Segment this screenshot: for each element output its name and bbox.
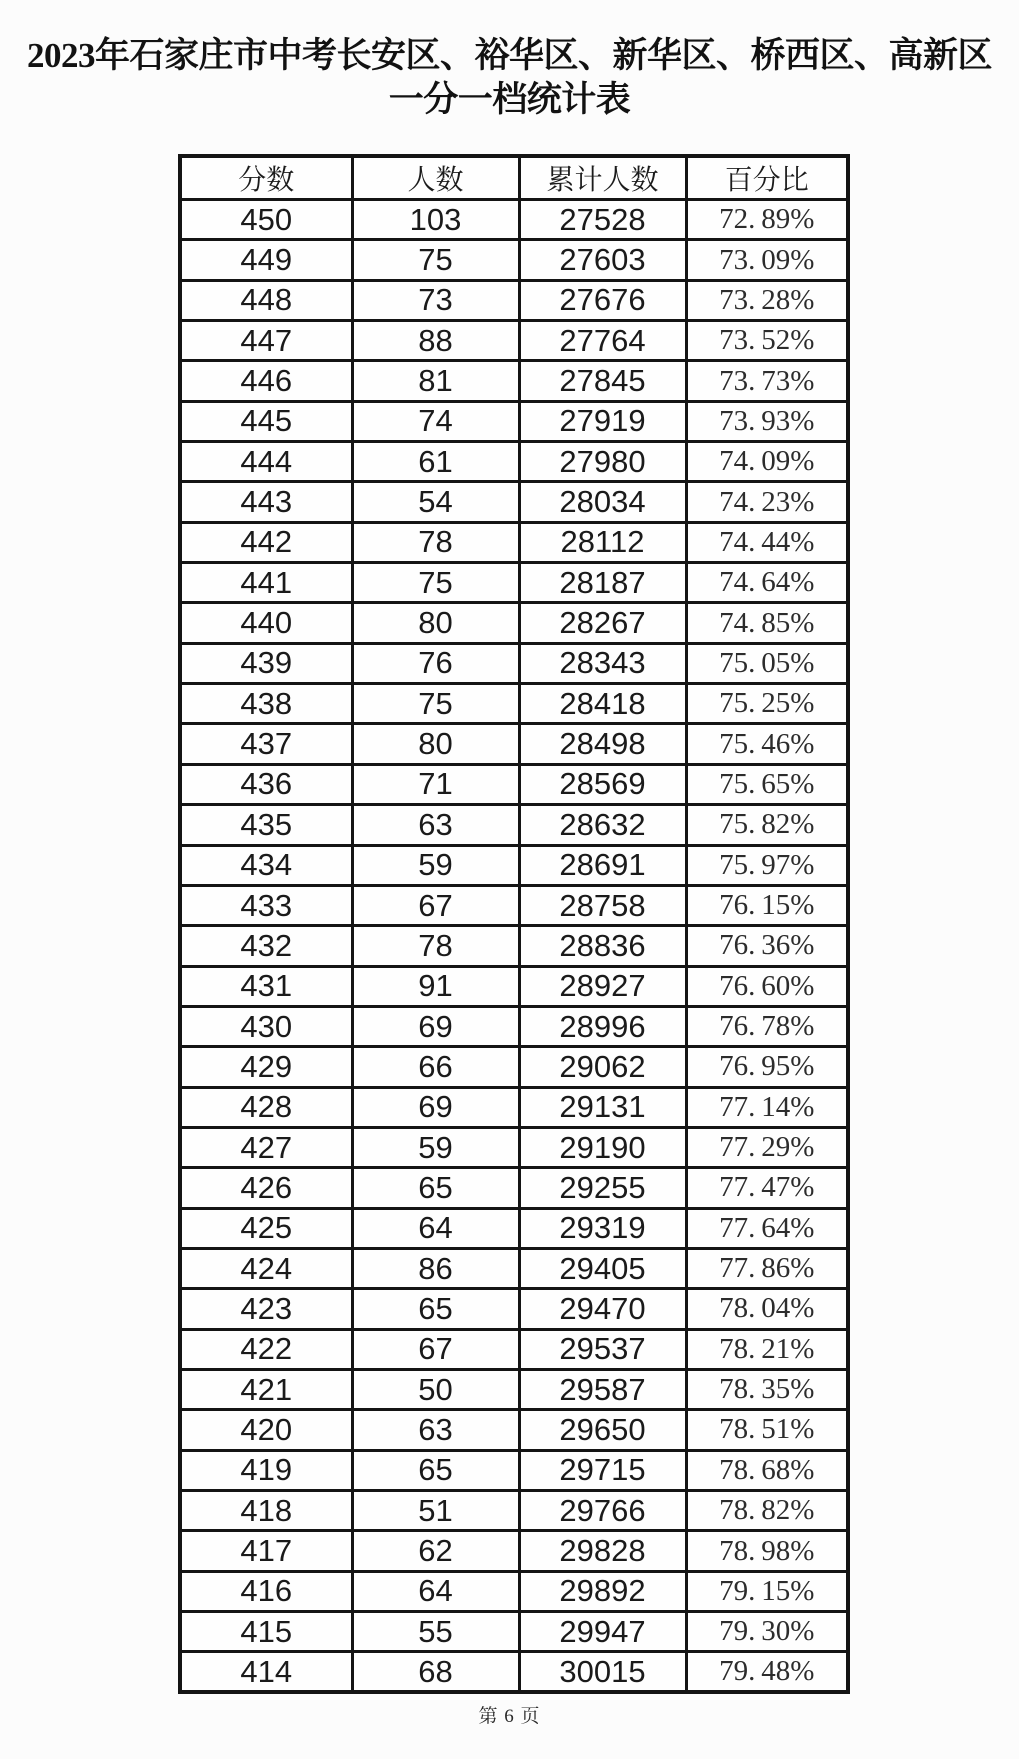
percent-cell: 75. 25% <box>686 684 848 724</box>
count-cell: 61 <box>352 442 519 482</box>
score-cell: 424 <box>180 1248 352 1288</box>
count-cell: 80 <box>352 724 519 764</box>
table-row <box>180 1047 848 1087</box>
score-cell: 435 <box>180 805 352 845</box>
table-row <box>180 1410 848 1450</box>
cumulative-cell: 28836 <box>519 926 686 966</box>
score-cell: 449 <box>180 240 352 280</box>
cumulative-cell: 28187 <box>519 563 686 603</box>
percent-cell: 73. 93% <box>686 401 848 441</box>
count-cell: 63 <box>352 1410 519 1450</box>
header-cell-score: 分数 <box>180 156 352 200</box>
percent-cell: 78. 04% <box>686 1289 848 1329</box>
cumulative-cell: 29947 <box>519 1612 686 1652</box>
table-row <box>180 805 848 845</box>
count-cell: 68 <box>352 1652 519 1692</box>
table-row <box>180 845 848 885</box>
cumulative-cell: 28498 <box>519 724 686 764</box>
cumulative-cell: 28927 <box>519 966 686 1006</box>
table-row <box>180 1571 848 1611</box>
score-cell: 434 <box>180 845 352 885</box>
table-row <box>180 482 848 522</box>
score-distribution-table <box>178 154 850 1694</box>
count-cell: 76 <box>352 643 519 683</box>
count-cell: 81 <box>352 361 519 401</box>
cumulative-cell: 29062 <box>519 1047 686 1087</box>
table-row <box>180 442 848 482</box>
table-row <box>180 926 848 966</box>
count-cell: 69 <box>352 1006 519 1046</box>
count-cell: 69 <box>352 1087 519 1127</box>
percent-cell: 76. 15% <box>686 885 848 925</box>
count-cell: 86 <box>352 1248 519 1288</box>
table-row <box>180 1369 848 1409</box>
percent-cell: 73. 52% <box>686 321 848 361</box>
percent-cell: 73. 73% <box>686 361 848 401</box>
percent-cell: 73. 28% <box>686 280 848 320</box>
page-title-line2: 一分一档统计表 <box>388 80 631 119</box>
table-row <box>180 240 848 280</box>
cumulative-cell: 29131 <box>519 1087 686 1127</box>
percent-cell: 73. 09% <box>686 240 848 280</box>
count-cell: 75 <box>352 563 519 603</box>
score-cell: 446 <box>180 361 352 401</box>
score-cell: 433 <box>180 885 352 925</box>
cumulative-cell: 28343 <box>519 643 686 683</box>
count-cell: 65 <box>352 1289 519 1329</box>
cumulative-cell: 28267 <box>519 603 686 643</box>
table-row <box>180 563 848 603</box>
count-cell: 67 <box>352 885 519 925</box>
percent-cell: 74. 09% <box>686 442 848 482</box>
table-row <box>180 522 848 562</box>
count-cell: 51 <box>352 1491 519 1531</box>
cumulative-cell: 27919 <box>519 401 686 441</box>
score-cell: 419 <box>180 1450 352 1490</box>
count-cell: 71 <box>352 764 519 804</box>
score-cell: 431 <box>180 966 352 1006</box>
score-cell: 445 <box>180 401 352 441</box>
table-row <box>180 724 848 764</box>
percent-cell: 74. 64% <box>686 563 848 603</box>
cumulative-cell: 29537 <box>519 1329 686 1369</box>
table-row <box>180 764 848 804</box>
score-cell: 418 <box>180 1491 352 1531</box>
score-cell: 444 <box>180 442 352 482</box>
percent-cell: 74. 23% <box>686 482 848 522</box>
score-cell: 436 <box>180 764 352 804</box>
score-cell: 417 <box>180 1531 352 1571</box>
score-cell: 441 <box>180 563 352 603</box>
count-cell: 75 <box>352 684 519 724</box>
score-cell: 416 <box>180 1571 352 1611</box>
count-cell: 62 <box>352 1531 519 1571</box>
table-row <box>180 1208 848 1248</box>
cumulative-cell: 29828 <box>519 1531 686 1571</box>
cumulative-cell: 27603 <box>519 240 686 280</box>
cumulative-cell: 28418 <box>519 684 686 724</box>
header-cell-percent: 百分比 <box>686 156 848 200</box>
percent-cell: 77. 29% <box>686 1127 848 1167</box>
percent-cell: 75. 05% <box>686 643 848 683</box>
cumulative-cell: 27845 <box>519 361 686 401</box>
score-cell: 430 <box>180 1006 352 1046</box>
score-cell: 428 <box>180 1087 352 1127</box>
score-cell: 425 <box>180 1208 352 1248</box>
cumulative-cell: 29715 <box>519 1450 686 1490</box>
score-cell: 442 <box>180 522 352 562</box>
percent-cell: 76. 78% <box>686 1006 848 1046</box>
cumulative-cell: 29650 <box>519 1410 686 1450</box>
count-cell: 80 <box>352 603 519 643</box>
cumulative-cell: 28112 <box>519 522 686 562</box>
table-row <box>180 1531 848 1571</box>
percent-cell: 77. 47% <box>686 1168 848 1208</box>
percent-cell: 78. 82% <box>686 1491 848 1531</box>
score-cell: 448 <box>180 280 352 320</box>
cumulative-cell: 29470 <box>519 1289 686 1329</box>
score-cell: 439 <box>180 643 352 683</box>
count-cell: 63 <box>352 805 519 845</box>
score-cell: 414 <box>180 1652 352 1692</box>
table-row <box>180 1450 848 1490</box>
percent-cell: 77. 64% <box>686 1208 848 1248</box>
count-cell: 59 <box>352 845 519 885</box>
table-row <box>180 684 848 724</box>
count-cell: 78 <box>352 522 519 562</box>
percent-cell: 79. 48% <box>686 1652 848 1692</box>
table-row <box>180 321 848 361</box>
cumulative-cell: 28758 <box>519 885 686 925</box>
cumulative-cell: 29190 <box>519 1127 686 1167</box>
cumulative-cell: 28569 <box>519 764 686 804</box>
score-cell: 437 <box>180 724 352 764</box>
count-cell: 65 <box>352 1450 519 1490</box>
score-cell: 438 <box>180 684 352 724</box>
score-cell: 440 <box>180 603 352 643</box>
count-cell: 88 <box>352 321 519 361</box>
count-cell: 64 <box>352 1571 519 1611</box>
score-cell: 423 <box>180 1289 352 1329</box>
score-cell: 450 <box>180 200 352 240</box>
percent-cell: 79. 15% <box>686 1571 848 1611</box>
table-header-row <box>180 156 848 200</box>
score-cell: 447 <box>180 321 352 361</box>
table-row <box>180 1491 848 1531</box>
score-cell: 432 <box>180 926 352 966</box>
count-cell: 50 <box>352 1369 519 1409</box>
percent-cell: 78. 68% <box>686 1450 848 1490</box>
cumulative-cell: 30015 <box>519 1652 686 1692</box>
count-cell: 73 <box>352 280 519 320</box>
percent-cell: 74. 85% <box>686 603 848 643</box>
cumulative-cell: 27676 <box>519 280 686 320</box>
table-row <box>180 1652 848 1692</box>
cumulative-cell: 29255 <box>519 1168 686 1208</box>
table-row <box>180 885 848 925</box>
percent-cell: 77. 14% <box>686 1087 848 1127</box>
percent-cell: 75. 97% <box>686 845 848 885</box>
count-cell: 67 <box>352 1329 519 1369</box>
cumulative-cell: 29892 <box>519 1571 686 1611</box>
table-row <box>180 1168 848 1208</box>
table-row <box>180 401 848 441</box>
percent-cell: 72. 89% <box>686 200 848 240</box>
percent-cell: 75. 82% <box>686 805 848 845</box>
count-cell: 64 <box>352 1208 519 1248</box>
percent-cell: 75. 65% <box>686 764 848 804</box>
count-cell: 65 <box>352 1168 519 1208</box>
percent-cell: 76. 60% <box>686 966 848 1006</box>
score-cell: 420 <box>180 1410 352 1450</box>
score-cell: 427 <box>180 1127 352 1167</box>
table-row <box>180 643 848 683</box>
count-cell: 78 <box>352 926 519 966</box>
count-cell: 54 <box>352 482 519 522</box>
cumulative-cell: 28034 <box>519 482 686 522</box>
table-row <box>180 603 848 643</box>
table-row <box>180 1329 848 1369</box>
count-cell: 66 <box>352 1047 519 1087</box>
cumulative-cell: 29766 <box>519 1491 686 1531</box>
cumulative-cell: 28996 <box>519 1006 686 1046</box>
count-cell: 55 <box>352 1612 519 1652</box>
percent-cell: 75. 46% <box>686 724 848 764</box>
page-number: 第 6 页 <box>478 1706 541 1727</box>
percent-cell: 76. 95% <box>686 1047 848 1087</box>
cumulative-cell: 29587 <box>519 1369 686 1409</box>
percent-cell: 79. 30% <box>686 1612 848 1652</box>
percent-cell: 77. 86% <box>686 1248 848 1288</box>
page-title <box>0 34 1019 122</box>
percent-cell: 78. 21% <box>686 1329 848 1369</box>
table-row <box>180 200 848 240</box>
header-cell-cumulative: 累计人数 <box>519 156 686 200</box>
table-row <box>180 361 848 401</box>
table-row <box>180 966 848 1006</box>
percent-cell: 74. 44% <box>686 522 848 562</box>
score-cell: 426 <box>180 1168 352 1208</box>
cumulative-cell: 28691 <box>519 845 686 885</box>
table-row <box>180 1006 848 1046</box>
percent-cell: 78. 98% <box>686 1531 848 1571</box>
percent-cell: 78. 51% <box>686 1410 848 1450</box>
percent-cell: 76. 36% <box>686 926 848 966</box>
count-cell: 74 <box>352 401 519 441</box>
score-cell: 443 <box>180 482 352 522</box>
table-body <box>180 200 848 1693</box>
cumulative-cell: 29319 <box>519 1208 686 1248</box>
cumulative-cell: 28632 <box>519 805 686 845</box>
count-cell: 59 <box>352 1127 519 1167</box>
cumulative-cell: 29405 <box>519 1248 686 1288</box>
table-row <box>180 280 848 320</box>
header-cell-count: 人数 <box>352 156 519 200</box>
cumulative-cell: 27528 <box>519 200 686 240</box>
count-cell: 91 <box>352 966 519 1006</box>
score-cell: 422 <box>180 1329 352 1369</box>
cumulative-cell: 27764 <box>519 321 686 361</box>
table-row <box>180 1612 848 1652</box>
count-cell: 75 <box>352 240 519 280</box>
table-row <box>180 1127 848 1167</box>
percent-cell: 78. 35% <box>686 1369 848 1409</box>
score-cell: 415 <box>180 1612 352 1652</box>
page-title-line1: 2023年石家庄市中考长安区、裕华区、新华区、桥西区、高新区 <box>26 36 992 75</box>
count-cell: 103 <box>352 200 519 240</box>
score-cell: 421 <box>180 1369 352 1409</box>
cumulative-cell: 27980 <box>519 442 686 482</box>
table-row <box>180 1289 848 1329</box>
table-row <box>180 1248 848 1288</box>
score-cell: 429 <box>180 1047 352 1087</box>
table-row <box>180 1087 848 1127</box>
